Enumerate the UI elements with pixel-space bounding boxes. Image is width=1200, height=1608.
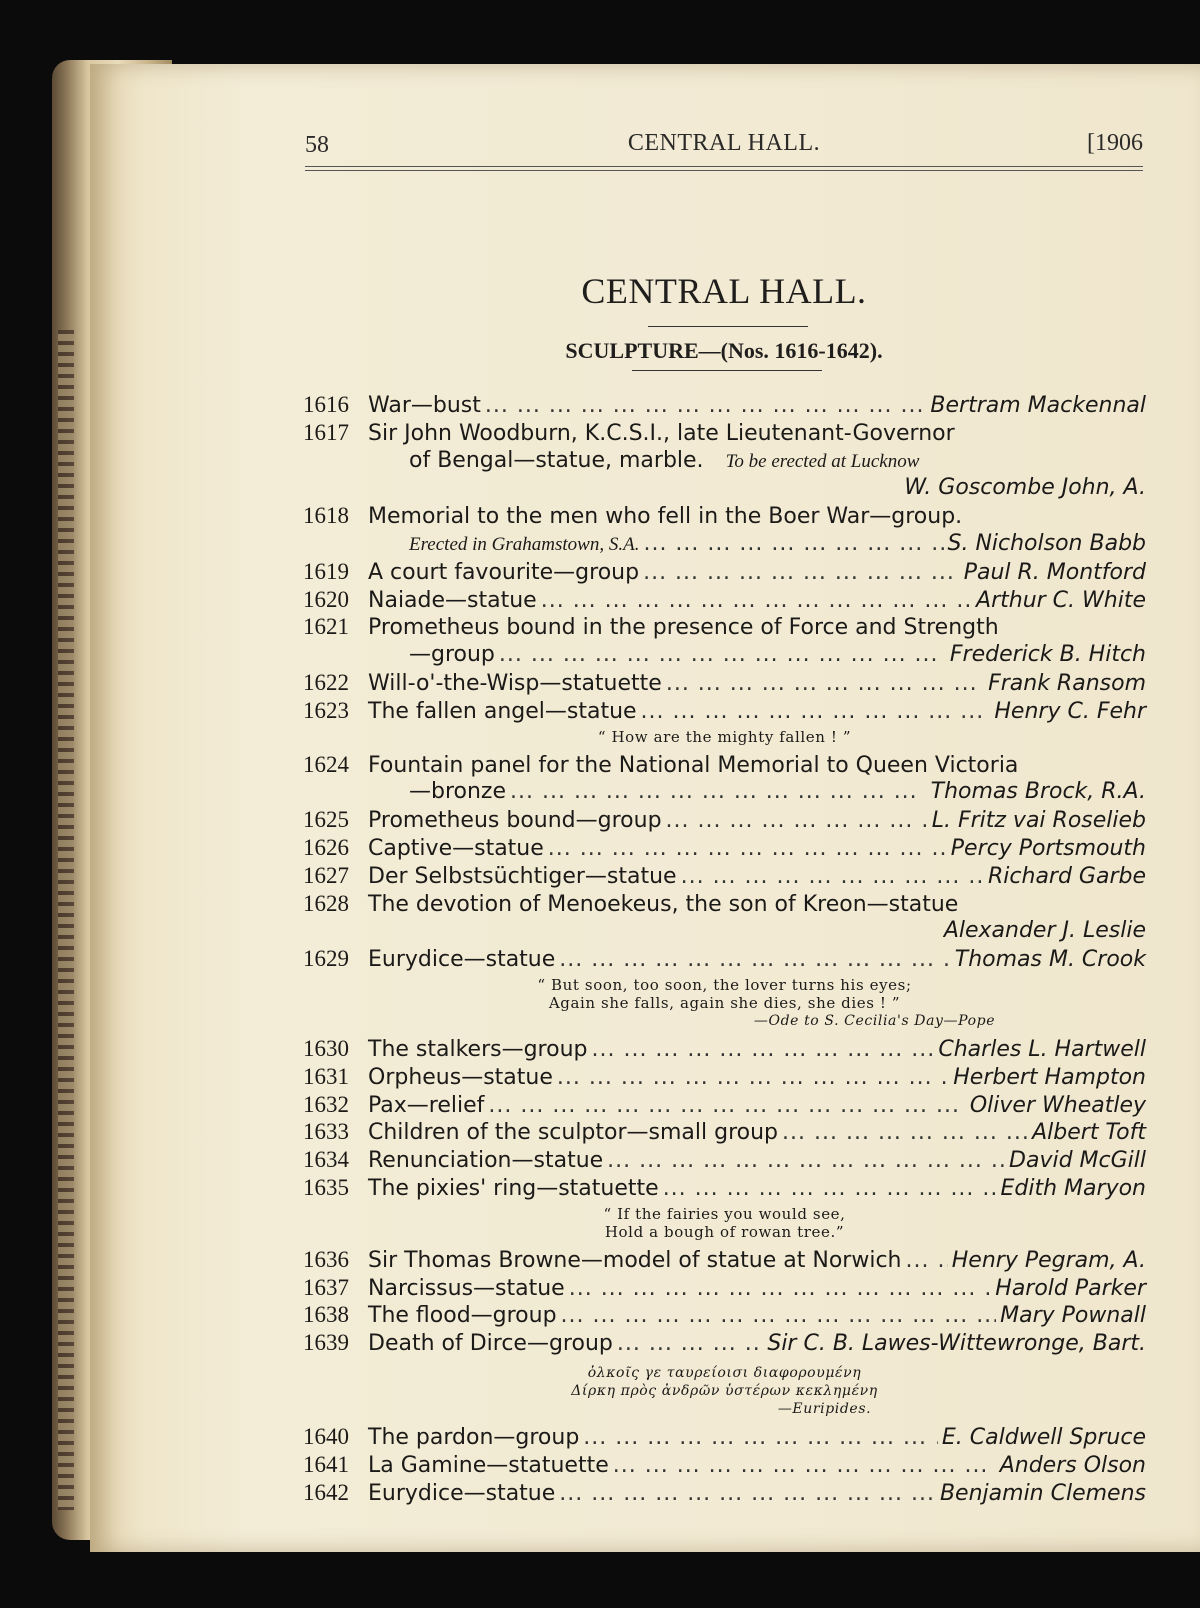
quotation-line: “ But soon, too soon, the lover turns his eyes;: [537, 975, 912, 994]
catalogue-entry: [303, 1175, 1146, 1247]
entry-number: 1623: [303, 697, 349, 723]
entry-number: 1619: [303, 558, 349, 584]
entry-description-continued: —group: [409, 642, 495, 668]
entry-line: [303, 1275, 1146, 1303]
catalogue-entry: [303, 1247, 1146, 1275]
entry-number: 1631: [303, 1063, 349, 1089]
entry-artist: L. Fritz vai Roselieb: [931, 808, 1146, 834]
entry-artist: Frank Ransom: [988, 670, 1146, 696]
entry-number: 1620: [303, 586, 349, 612]
quotation-line: Again she falls, again she dies, she dies ! ”: [548, 993, 901, 1012]
dot-leader: [548, 836, 947, 861]
entry-artist: Albert Toft: [1032, 1120, 1146, 1146]
entry-description: Memorial to the men who fell in the Boer War—group.: [368, 504, 963, 530]
entry-description: Narcissus—statue: [368, 1275, 565, 1301]
entry-line: [303, 1119, 1146, 1147]
entry-number: 1630: [303, 1035, 349, 1061]
quotation-line: “ How are the mighty fallen ! ”: [597, 727, 852, 746]
catalogue-entry: [303, 670, 1146, 698]
subtitle-rule: [632, 370, 822, 371]
dot-leader: [617, 1331, 764, 1356]
catalogue-entry: [303, 420, 1146, 503]
entry-line: [303, 475, 1146, 503]
entry-number: 1637: [303, 1274, 349, 1300]
catalogue-entry: [303, 1036, 1146, 1064]
entry-artist: Mary Pownall: [1000, 1303, 1146, 1329]
entry-number: 1642: [303, 1479, 349, 1505]
entry-description-continued: —bronze: [409, 779, 507, 805]
entry-description: Eurydice—statue: [368, 947, 556, 973]
dot-leader: [488, 1093, 965, 1118]
entry-description: La Gamine—statuette: [368, 1452, 609, 1478]
entry-number: 1616: [303, 392, 349, 417]
entry-artist: David McGill: [1009, 1148, 1146, 1174]
entry-line: [303, 835, 1146, 863]
entry-description: Naiade—statue: [368, 587, 537, 613]
entry-number: 1636: [303, 1246, 349, 1272]
entry-number: 1629: [303, 946, 349, 972]
dot-leader: [541, 588, 972, 613]
entry-line: [303, 1330, 1146, 1358]
entry-number: 1633: [303, 1119, 349, 1145]
quotation-line: Hold a bough of rowan tree.”: [604, 1222, 845, 1241]
catalogue-entry: [303, 946, 1146, 1036]
entry-description: The fallen angel—statue: [368, 698, 637, 724]
entry-artist: E. Caldwell Spruce: [941, 1424, 1146, 1450]
catalogue-entry: [303, 614, 1146, 670]
page-number: 58: [305, 132, 329, 158]
entry-line: [303, 670, 1146, 698]
page-title: CENTRAL HALL.: [581, 271, 867, 311]
title-rule: [648, 326, 808, 327]
entry-number: 1627: [303, 862, 349, 888]
entry-description: Eurydice—statue: [368, 1480, 556, 1506]
page-edge-texture: [58, 330, 74, 1510]
running-title: CENTRAL HALL.: [627, 130, 821, 156]
greek-line: Δίρκη πρὸς ἀνδρῶν ὑστέρων κεκλημένη: [571, 1382, 878, 1399]
entry-artist: Arthur C. White: [976, 587, 1146, 613]
dot-leader: [613, 1453, 996, 1478]
entry-description: Sir Thomas Browne—model of statue at Norwich: [368, 1247, 902, 1273]
entry-artist: Henry C. Fehr: [994, 698, 1146, 724]
entry-line: [303, 1480, 1146, 1508]
header-rule-thin: [305, 170, 1143, 171]
entry-number: 1621: [303, 614, 349, 640]
entry-line: [303, 531, 1146, 559]
catalogue-entry: [303, 752, 1146, 808]
entry-description: Fountain panel for the National Memorial to Queen Victoria: [368, 752, 1019, 778]
entry-number: 1618: [303, 503, 349, 529]
entry-description: Der Selbstsüchtiger—statue: [368, 863, 677, 889]
section-subtitle: SCULPTURE—(Nos. 1616-1642).: [565, 338, 883, 363]
entry-line: [303, 807, 1146, 835]
entry-description: Sir John Woodburn, K.C.S.I., late Lieutenant-Governor: [368, 420, 955, 446]
entry-line: [303, 779, 1146, 807]
entry-number: 1622: [303, 669, 349, 695]
entry-description: The devotion of Menoekeus, the son of Kreon—statue: [368, 891, 959, 917]
entry-line: [303, 918, 1146, 946]
entry-line: [303, 1247, 1146, 1275]
catalogue-entry: [303, 1480, 1146, 1508]
entry-line: [303, 1452, 1146, 1480]
entry-artist: Paul R. Montford: [963, 559, 1146, 585]
dot-leader: [607, 1148, 1005, 1173]
entry-line: [303, 946, 1146, 974]
entry-line: [303, 420, 1146, 448]
catalogue-entry: [303, 1147, 1146, 1175]
entry-line: [303, 392, 1146, 420]
entry-line: [303, 1302, 1146, 1330]
entry-number: 1632: [303, 1091, 349, 1117]
entry-number: 1635: [303, 1174, 349, 1200]
entry-artist: Henry Pegram, A.: [951, 1247, 1146, 1273]
entry-description: Renunciation—statue: [368, 1148, 604, 1174]
dot-leader: [643, 531, 943, 556]
entry-line: [303, 863, 1146, 891]
header-rule: [305, 166, 1143, 167]
entry-description: Prometheus bound—group: [368, 808, 662, 834]
entry-description: The stalkers—group: [368, 1036, 588, 1062]
entry-quotation: [303, 1203, 1146, 1247]
catalogue-entry: [303, 1452, 1146, 1480]
catalogue-entry: [303, 698, 1146, 752]
dot-leader: [485, 393, 927, 418]
entry-artist: W. Goscombe John, A.: [904, 475, 1146, 501]
entry-line: [303, 614, 1146, 642]
entry-note: Erected in Grahamstown, S.A.: [409, 533, 640, 555]
catalogue-entry: [303, 559, 1146, 587]
entry-number: 1617: [303, 419, 349, 445]
entry-line: [303, 1147, 1146, 1175]
dot-leader: [643, 560, 960, 585]
dot-leader: [569, 1276, 992, 1301]
entry-artist: Frederick B. Hitch: [949, 642, 1146, 668]
dot-leader: [583, 1425, 938, 1450]
catalogue-entry: [303, 1092, 1146, 1120]
entry-line: [303, 1036, 1146, 1064]
entry-artist: Thomas M. Crook: [954, 947, 1146, 973]
dot-leader: [591, 1037, 934, 1062]
entry-artist: Anders Olson: [999, 1452, 1146, 1478]
catalogue-entry: [303, 863, 1146, 891]
entry-line: [303, 587, 1146, 615]
dot-leader: [641, 699, 991, 724]
entry-description-continued: of Bengal—statue, marble.: [409, 447, 704, 473]
entry-artist: Edith Maryon: [1000, 1175, 1146, 1201]
entry-number: 1626: [303, 834, 349, 860]
dot-leader: [559, 1481, 936, 1506]
entry-note: To be erected at Lucknow: [725, 450, 920, 472]
entry-line: [303, 559, 1146, 587]
catalogue-entry: [303, 1275, 1146, 1303]
dot-leader: [499, 642, 946, 667]
entry-number: 1624: [303, 751, 349, 777]
dot-leader: [666, 671, 984, 696]
dot-leader: [663, 1176, 997, 1201]
entry-artist: Harold Parker: [995, 1275, 1146, 1301]
entry-description: Prometheus bound in the presence of Force and Strength: [368, 615, 999, 641]
entry-description: The flood—group: [368, 1303, 557, 1329]
dot-leader: [510, 779, 927, 804]
dot-leader: [557, 1065, 949, 1090]
entry-number: 1625: [303, 807, 349, 833]
catalogue-entry: [303, 1330, 1146, 1424]
catalogue-entry: [303, 835, 1146, 863]
entry-artist: Charles L. Hartwell: [938, 1036, 1146, 1062]
entry-description: A court favourite—group: [368, 559, 640, 585]
catalogue-entry: [303, 503, 1146, 559]
dot-leader: [681, 864, 984, 889]
catalogue-entry: [303, 807, 1146, 835]
entry-line: [303, 642, 1146, 670]
entry-description: Will-o'-the-Wisp—statuette: [368, 670, 662, 696]
catalogue-entry: [303, 1302, 1146, 1330]
entry-number: 1634: [303, 1147, 349, 1173]
entry-description: Pax—relief: [368, 1092, 485, 1118]
entry-line: [303, 1424, 1146, 1452]
catalogue-entry: [303, 392, 1146, 420]
entry-number: 1638: [303, 1302, 349, 1328]
entry-greek-quotation: [303, 1358, 1146, 1424]
entry-line: [303, 752, 1146, 780]
entry-artist: S. Nicholson Babb: [947, 530, 1146, 556]
entry-line: [303, 891, 1146, 919]
entry-line: [303, 448, 1146, 476]
catalogue-entry: [303, 891, 1146, 947]
dot-leader: [561, 1303, 997, 1328]
entry-line: [303, 698, 1146, 726]
entry-description: Captive—statue: [368, 835, 544, 861]
entry-number: 1640: [303, 1423, 349, 1449]
greek-line: ὁλκοῖς γε ταυρείοισι διαφορουμένη: [587, 1364, 862, 1381]
entry-artist: Alexander J. Leslie: [943, 918, 1146, 944]
catalogue-entry: [303, 1064, 1146, 1092]
entry-quotation: [303, 726, 1146, 752]
entry-line: [303, 1175, 1146, 1203]
catalogue-entry: [303, 1424, 1146, 1452]
entry-description: War—bust: [368, 393, 481, 418]
entry-number: 1641: [303, 1451, 349, 1477]
entry-line: [303, 503, 1146, 531]
entry-quotation: [303, 974, 1146, 1036]
catalogue-entry: [303, 587, 1146, 615]
dot-leader: [666, 808, 928, 833]
quotation-line: “ If the fairies you would see,: [603, 1204, 846, 1223]
entry-line: [303, 1064, 1146, 1092]
entry-artist: Benjamin Clemens: [939, 1480, 1146, 1506]
entry-artist: Oliver Wheatley: [969, 1092, 1146, 1118]
dot-leader: [905, 1248, 947, 1273]
entry-artist: Sir C. B. Lawes-Wittewronge, Bart.: [767, 1331, 1146, 1357]
entry-artist: Richard Garbe: [988, 863, 1146, 889]
entry-line: [303, 1092, 1146, 1120]
quotation-citation: —Euripides.: [777, 1400, 872, 1417]
entry-description: Death of Dirce—group: [368, 1331, 613, 1357]
entry-description: The pixies' ring—statuette: [368, 1175, 659, 1201]
entry-description: Children of the sculptor—small group: [368, 1120, 779, 1146]
entry-number: 1628: [303, 890, 349, 916]
entry-artist: Thomas Brock, R.A.: [930, 779, 1146, 805]
quotation-citation: —Ode to S. Cecilia's Day—Pope: [753, 1012, 996, 1029]
entry-description: Orpheus—statue: [368, 1064, 553, 1090]
entry-artist: Bertram Mackennal: [930, 393, 1146, 418]
entry-number: 1639: [303, 1330, 349, 1356]
entry-artist: Percy Portsmouth: [950, 835, 1146, 861]
dot-leader: [559, 947, 950, 972]
catalogue-entry: [303, 1119, 1146, 1147]
header-year: [1906: [1087, 130, 1143, 156]
dot-leader: [782, 1120, 1028, 1145]
entry-description: The pardon—group: [368, 1424, 580, 1450]
catalogue-list: [303, 392, 1146, 1507]
running-header: [305, 130, 1143, 170]
entry-artist: Herbert Hampton: [953, 1064, 1146, 1090]
